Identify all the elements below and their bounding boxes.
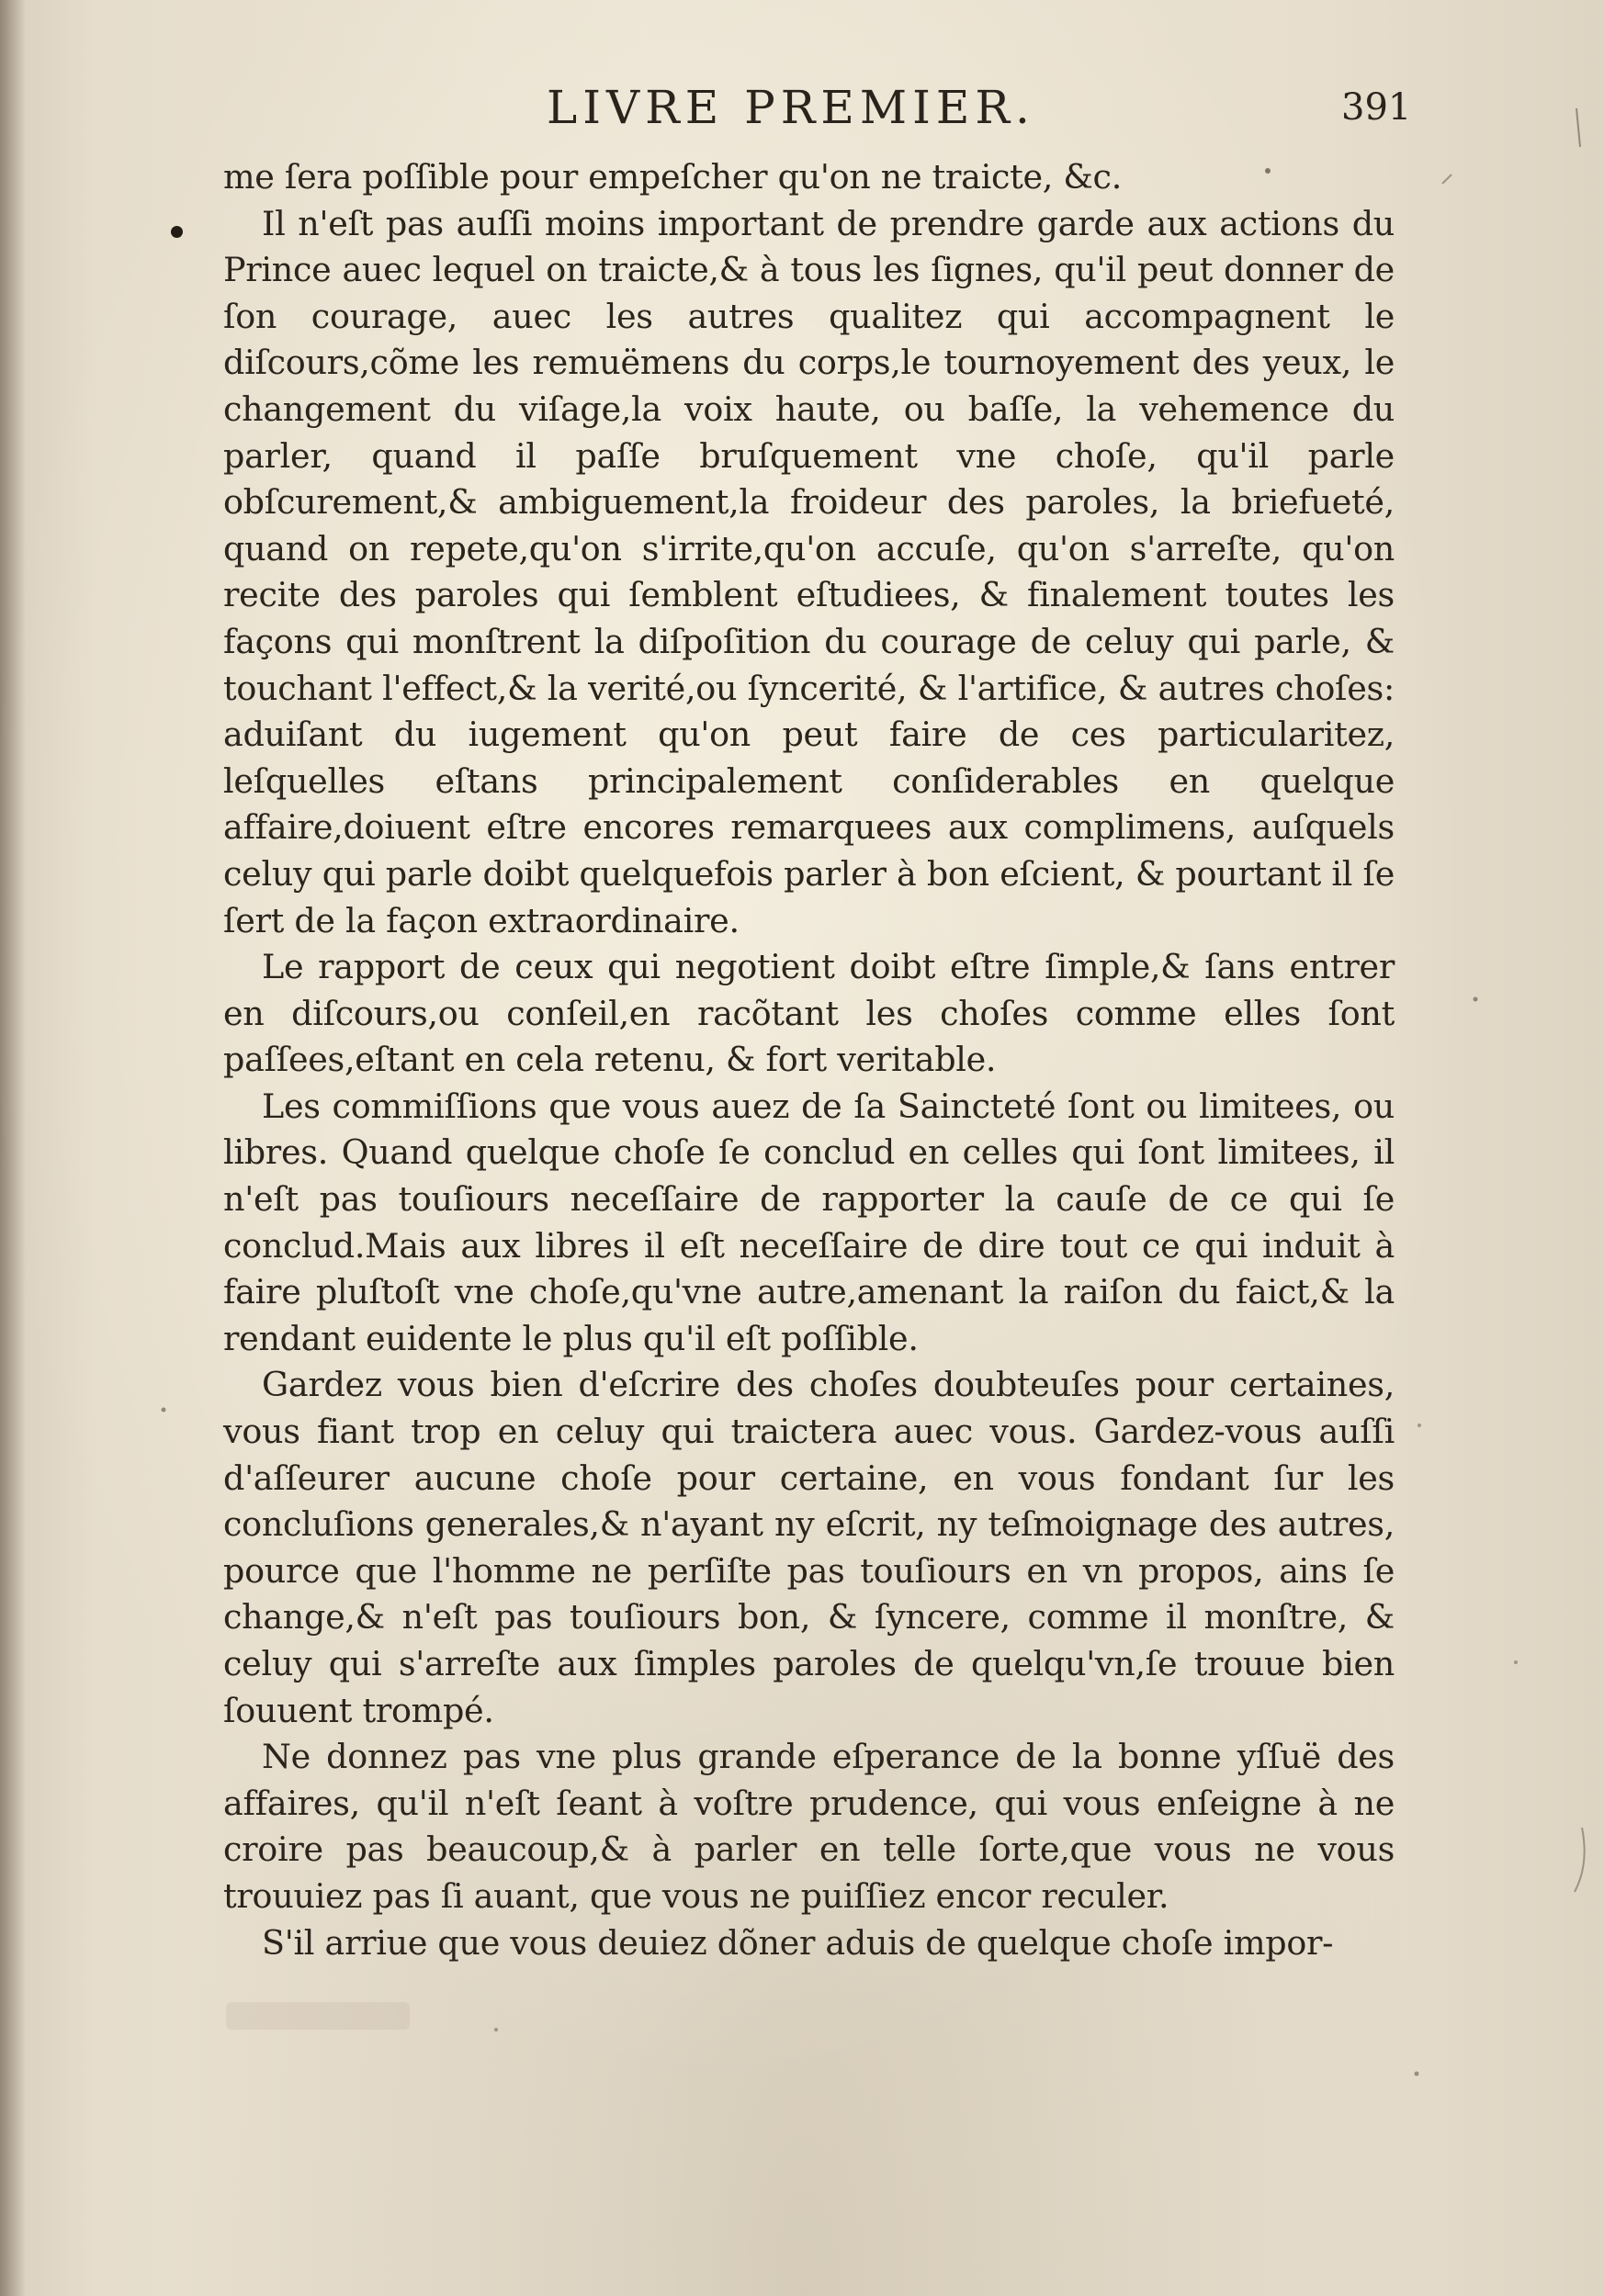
- speck: [494, 2028, 498, 2032]
- margin-scratch: [1442, 174, 1452, 184]
- speck: [1418, 1424, 1421, 1427]
- paragraph-actions-du-prince: Il n'eſt pas auſſi moins important de prendre garde aux actions du Prince auec lequel on traicte,& à tous les ſignes, qu'il peut donner de ſon courage, auec les autres qualitez qui accompagnent le diſcours,cõme les remuëmens du corps,le tournoyement des yeux, le changement du viſage,la voix haute, ou baſſe, la vehemence du parler, quand il paſſe bruſquement vne choſe, qu'il parle obſcurement,& ambiguement,la froideur des paroles, la briefueté, quand on repete,qu'on s'irrite,qu'on accuſe, qu'on s'arreſte, qu'on recite des paroles qui ſemblent eſtudiees, & finalement toutes les façons qui monſtrent la diſpoſition du courage de celuy qui parle, & touchant l'effect,& la verité,ou ſyncerité, & l'artifice, & autres choſes: aduiſant du iugement qu'on peut faire de ces particularitez, leſquelles eſtans principalement conſiderables en quelque affaire,doiuent eſtre encores remarquees aux complimens, auſquels celuy qui parle doibt quelquefois parler à bon eſcient, & pourtant il ſe ſert de la façon extraordinaire.: [223, 203, 1395, 940]
- paragraph-rapport: Le rapport de ceux qui negotient doibt eſtre ſimple,& ſans entrer en diſcours,ou conſeil,en racõtant les choſes comme elles ſont paſſees,eſtant en cela retenu, & fort veritable.: [223, 947, 1395, 1080]
- body-text: [223, 154, 1395, 1966]
- page-header: [0, 81, 1604, 145]
- paragraph-continuation: me ſera poſſible pour empeſcher qu'on ne traicte, &c.: [223, 157, 1122, 197]
- speck: [162, 1408, 166, 1412]
- gutter-shadow: [0, 0, 26, 2296]
- paragraph-truncated: S'il arriue que vous deuiez dõner aduis de quelque choſe impor-: [262, 1922, 1334, 1963]
- speck: [1415, 2072, 1419, 2077]
- margin-scratch: [1575, 1828, 1585, 1892]
- paragraph-esperance: Ne donnez pas vne plus grande eſperance de la bonne yſſuë des affaires, qu'il n'eſt ſeant à voſtre prudence, qui vous enſeigne à ne croire pas beaucoup,& à parler en telle ſorte,que vous ne vous trouuiez pas ſi auant, que vous ne puiſſiez encor reculer.: [223, 1737, 1395, 1916]
- speck: [1474, 997, 1478, 1002]
- speck: [1514, 1660, 1518, 1664]
- page-number: 391: [1341, 86, 1412, 129]
- paragraph-commissions: Les commiſſions que vous auez de ſa Saincteté ſont ou limitees, ou libres. Quand quelque choſe ſe conclud en celles qui ſont limitees, il n'eſt pas touſiours neceſſaire de rapporter la cauſe de ce qui ſe conclud.Mais aux libres il eſt neceſſaire de dire tout ce qui induit à faire pluſtoſt vne choſe,qu'vne autre,amenant la raiſon du faict,& la rendant euidente le plus qu'il eſt poſſible.: [223, 1086, 1395, 1358]
- paragraph-gardez-vous: Gardez vous bien d'eſcrire des choſes doubteuſes pour certaines, vous fiant trop en celuy qui traictera auec vous. Gardez-vous auſſi d'aſſeurer aucune choſe pour certaine, en vous fondant ſur les concluſions generales,& n'ayant ny eſcrit, ny teſmoignage des autres, pource que l'homme ne perſiſte pas touſiours en vn propos, ains ſe change,& n'eſt pas touſiours bon, & ſyncere, comme il monſtre, & celuy qui s'arreſte aux ſimples paroles de quelqu'vn,ſe trouue bien ſouuent trompé.: [223, 1365, 1395, 1730]
- running-title: LIVRE PREMIER.: [547, 81, 1035, 134]
- margin-mark-dot: [171, 226, 183, 238]
- show-through-smudge: [226, 2002, 410, 2030]
